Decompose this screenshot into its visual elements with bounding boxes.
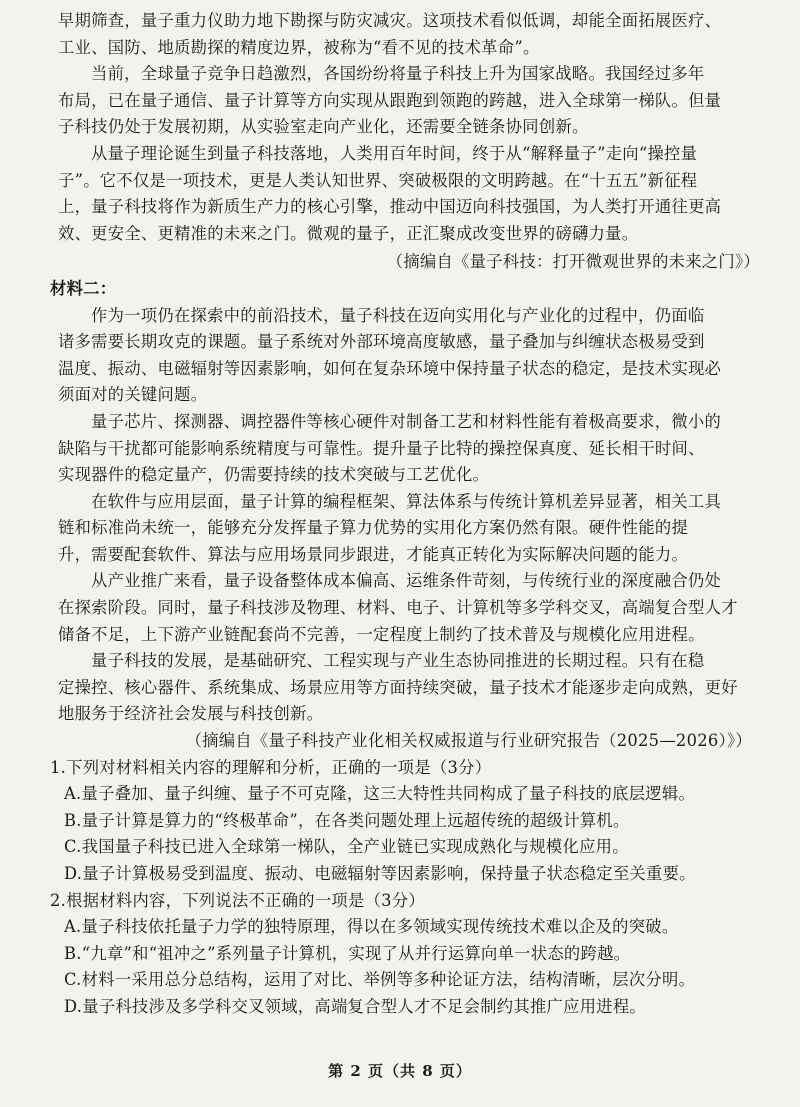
question-2 <box>50 888 764 1021</box>
text-line: 效、更安全、更精准的未来之门。微观的量子，正汇聚成改变世界的磅礴力量。 <box>58 223 639 243</box>
text-line: 链和标准尚未统一，能够充分发挥量子算力优势的实用化方案仍然有限。硬件性能的提 <box>58 518 689 538</box>
text-line: 缺陷与干扰都可能影响系统精度与可靠性。提升量子比特的操控保真度、延长相干时间、 <box>58 438 705 458</box>
option-c: C.我国量子科技已进入全球第一梯队，全产业链已实现成熟化与规模化应用。 <box>64 837 629 857</box>
text-line: 早期筛查，量子重力仪助力地下勘探与防灾减灾。这项技术看似低调，却能全面拓展医疗、 <box>58 11 722 30</box>
text-line: 实现器件的稳定量产，仍需要持续的技术突破与工艺优化。 <box>58 465 490 485</box>
text-line: 作为一项仍在探索中的前沿技术，量子科技在迈向实用化与产业化的过程中，仍面临 <box>91 305 705 325</box>
material2-paragraph-3 <box>58 489 764 569</box>
text-line: 量子芯片、探测器、调控器件等核心硬件对制备工艺和材料性能有着极高要求，微小的 <box>91 411 722 431</box>
text-line: 从产业推广来看，量子设备整体成本偏高、运维条件苛刻，与传统行业的深度融合仍处 <box>91 571 722 591</box>
text-line: 工业、国防、地质勘探的精度边界，被称为“看不见的技术革命”。 <box>58 37 540 57</box>
text-line: 地服务于经济社会发展与科技创新。 <box>58 704 324 724</box>
text-line: 升，需要配套软件、算法与应用场景同步跟进，才能真正转化为实际解决问题的能力。 <box>58 544 689 564</box>
question-stem: 1.下列对材料相关内容的理解和分析，正确的一项是（3分） <box>50 757 492 777</box>
option-b: B.“九章”和“祖冲之”系列量子计算机，实现了从并行运算向单一状态的跨越。 <box>64 943 631 963</box>
material2-paragraph-2 <box>58 409 764 489</box>
material2-source: （摘编自《量子科技产业化相关权威报道与行业研究报告（2025—2026）》） <box>185 731 752 751</box>
question-1 <box>50 755 764 888</box>
text-line: 温度、振动、电磁辐射等因素影响，如何在复杂环境中保持量子状态的稳定，是技术实现必 <box>58 358 722 378</box>
text-line: 布局，已在量子通信、量子计算等方向实现从跟跑到领跑的跨越，进入全球第一梯队。但量 <box>58 90 722 110</box>
material1-paragraph-1 <box>58 8 764 61</box>
option-b: B.量子计算是算力的“终极革命”，在各类问题处理上远超传统的超级计算机。 <box>64 810 630 830</box>
question-stem: 2.根据材料内容，下列说法不正确的一项是（3分） <box>50 890 426 910</box>
text-line: 子”。它不仅是一项技术，更是人类认知世界、突破极限的文明跨越。在“十五五”新征程 <box>58 170 698 190</box>
text-line: 当前，全球量子竞争日趋激烈，各国纷纷将量子科技上升为国家战略。我国经过多年 <box>91 64 705 84</box>
material2-heading: 材料二： <box>50 278 117 298</box>
option-c: C.材料一采用总分总结构，运用了对比、举例等多种论证方法，结构清晰，层次分明。 <box>64 970 696 990</box>
material1-paragraph-3 <box>58 141 764 247</box>
material1-source: （摘编自《量子科技：打开微观世界的未来之门》） <box>386 252 760 272</box>
option-d: D.量子计算极易受到温度、振动、电磁辐射等因素影响，保持量子状态稳定至关重要。 <box>64 864 696 883</box>
text-line: 定操控、核心器件、系统集成、场景应用等方面持续突破，量子技术才能逐步走向成熟，更好 <box>58 677 738 697</box>
text-line: 上，量子科技将作为新质生产力的核心引擎，推动中国迈向科技强国，为人类打开通往更高 <box>58 197 722 217</box>
option-d: D.量子科技涉及多学科交叉领域，高端复合型人才不足会制约其推广应用进程。 <box>64 996 647 1016</box>
material2-paragraph-1 <box>58 303 764 409</box>
page-number: 第 2 页（共 8 页） <box>328 1062 472 1080</box>
text-line: 须面对的关键问题。 <box>58 385 208 405</box>
option-a: A.量子叠加、量子纠缠、量子不可克隆，这三大特性共同构成了量子科技的底层逻辑。 <box>64 784 696 804</box>
text-line: 储备不足，上下游产业链配套尚不完善，一定程度上制约了技术普及与规模化应用进程。 <box>58 624 705 644</box>
material1-paragraph-2 <box>58 61 764 141</box>
material2-paragraph-5 <box>58 648 764 728</box>
option-a: A.量子科技依托量子力学的独特原理，得以在多领域实现传统技术难以企及的突破。 <box>64 917 679 937</box>
text-line: 量子科技的发展，是基础研究、工程实现与产业生态协同推进的长期过程。只有在稳 <box>91 651 705 671</box>
text-line: 子科技仍处于发展初期，从实验室走向产业化，还需要全链条协同创新。 <box>58 117 589 137</box>
text-line: 诸多需要长期攻克的课题。量子系统对外部环境高度敏感，量子叠加与纠缠状态极易受到 <box>58 332 705 352</box>
material2-paragraph-4 <box>58 568 764 648</box>
text-line: 从量子理论诞生到量子科技落地，人类用百年时间，终于从“解释量子”走向“操控量 <box>91 143 698 163</box>
text-line: 在探索阶段。同时，量子科技涉及物理、材料、电子、计算机等多学科交叉，高端复合型人才 <box>58 598 738 618</box>
text-line: 在软件与应用层面，量子计算的编程框架、算法体系与传统计算机差异显著，相关工具 <box>91 491 722 511</box>
